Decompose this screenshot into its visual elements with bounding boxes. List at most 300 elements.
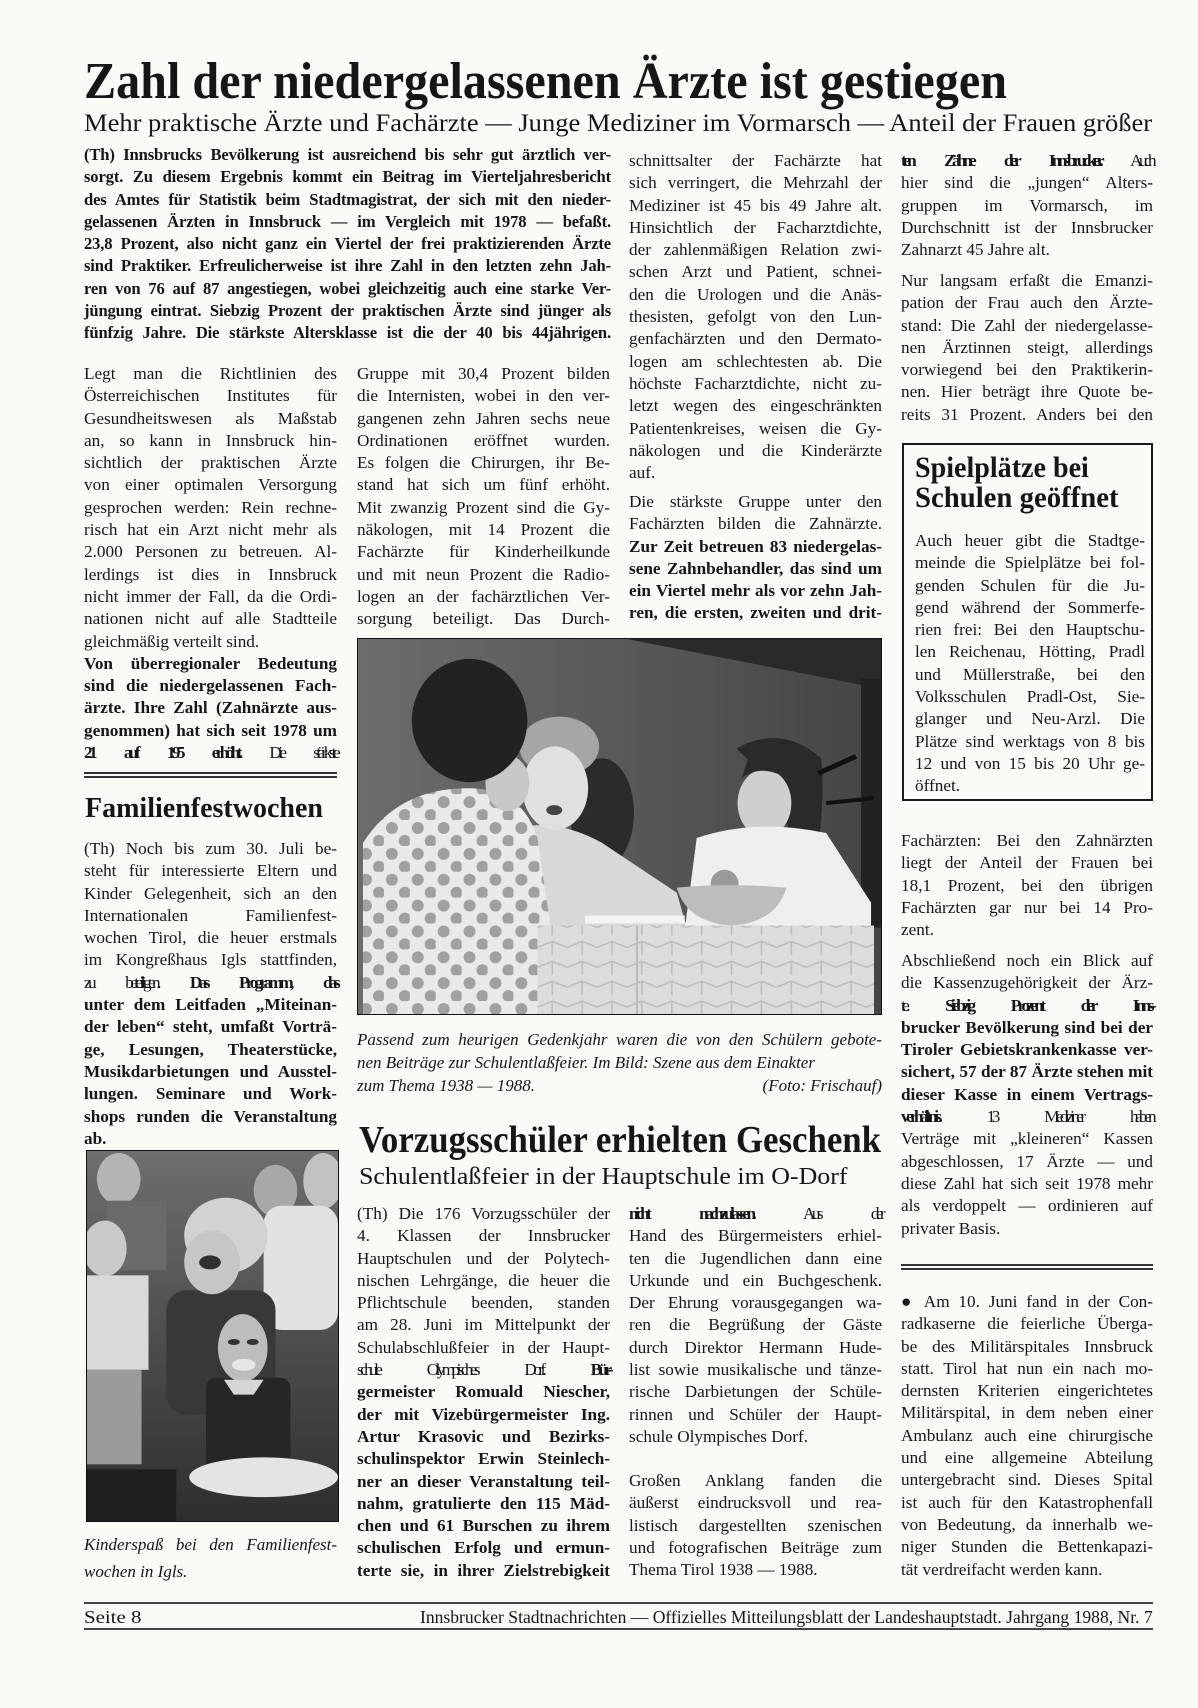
- line-text: [84, 167, 611, 186]
- text-run: meinde die Spielplätze bei fol-: [915, 553, 1145, 573]
- text-line: [901, 1425, 1153, 1447]
- text-line: [629, 1515, 882, 1537]
- text-run: pation der Frau auch den Ärzte-: [901, 293, 1153, 313]
- text-line: [84, 608, 337, 630]
- text-run: Fachärzten gar nur bei 14 Pro-: [901, 897, 1153, 917]
- text-line: [901, 1336, 1153, 1358]
- text-line: [357, 608, 610, 630]
- line-text: [84, 498, 337, 517]
- text-run: genden Schulen für die Ju-: [915, 575, 1145, 595]
- line-text: [357, 1382, 610, 1401]
- text-line: [357, 564, 610, 586]
- text-run: (Th) Noch bis zum 30. Juli be-: [84, 839, 337, 858]
- line-text: [84, 145, 611, 164]
- bold-run: 21 auf 195 erhöht.: [84, 743, 240, 763]
- text-line: [357, 1203, 610, 1225]
- paragraph: [629, 1470, 882, 1581]
- box-title-line-1: Spielplätze bei: [915, 451, 1089, 484]
- text-run: Hinsichtlich der Facharztdichte,: [629, 217, 882, 237]
- text-run: statt. Tirol hat nun ein nach mo-: [901, 1358, 1153, 1378]
- text-run: schnittsalter der Fachärzte hat: [629, 151, 882, 170]
- line-text: [84, 973, 337, 992]
- text-run: stand: Die Zahl der niedergelasse-: [901, 315, 1153, 335]
- line-text: [915, 732, 1145, 751]
- text-line: [629, 491, 882, 513]
- headline-subtitle-box: [84, 111, 1152, 136]
- line-text: [901, 898, 1153, 917]
- text-run: Die stärkste Gruppe unter den: [629, 491, 882, 511]
- text-line: [629, 1492, 882, 1514]
- text-run: schule Olympisches Dorf.: [357, 1360, 591, 1380]
- text-line: [629, 440, 882, 462]
- text-line: [915, 575, 1145, 597]
- line-text: [901, 1107, 1153, 1126]
- bold-run: gelassenen Ärzten in Innsbruck — im Vergleich mit 1978 — befaßt.: [84, 211, 611, 231]
- line-text: [901, 1062, 1153, 1081]
- line-text: [84, 1535, 337, 1554]
- line-text: [84, 654, 337, 673]
- text-run: Militärspital, in dem neben einer: [901, 1403, 1153, 1423]
- text-run: Thema Tirol 1938 — 1988.: [629, 1560, 818, 1580]
- line-text: [629, 1271, 882, 1290]
- line-text: [84, 386, 337, 405]
- photo-school-play-image: [358, 639, 881, 1014]
- line-text: [84, 364, 337, 383]
- line-text: [629, 1493, 882, 1512]
- bold-run: verhältnis.: [901, 1107, 940, 1127]
- line-text: [357, 1360, 610, 1379]
- text-line: [84, 1106, 337, 1128]
- line-text: [901, 338, 1153, 357]
- line-text: [629, 1538, 882, 1557]
- bold-run: nicht nachzulassen.: [629, 1204, 754, 1223]
- text-line: [901, 950, 1153, 972]
- text-line: [629, 602, 882, 624]
- text-line: [84, 144, 611, 166]
- line-text: [901, 1337, 1153, 1356]
- line-text: [901, 1314, 1153, 1333]
- text-run: am 28. Juni im Mittelpunkt der: [357, 1315, 610, 1335]
- line-text: [629, 537, 882, 556]
- text-run: schule Olympisches Dorf.: [629, 1426, 809, 1446]
- text-run: Gesundheitswesen als Maßstab: [84, 408, 337, 428]
- bold-run: sorgt. Zu diesem Ergebnis kommt ein Beitrag im Vierteljahresbericht: [84, 167, 611, 187]
- text-run: Ambulanz auch eine chirurgische: [901, 1425, 1153, 1445]
- line-text: [84, 323, 611, 342]
- bold-run: Musikdarbietungen und Ausstel-: [84, 1061, 337, 1081]
- text-run: sich verringert, die Mehrzahl der: [629, 173, 882, 193]
- bold-run: Tiroler Gebietskrankenkasse ver-: [901, 1040, 1153, 1060]
- bold-run: sene Zahnbehandler, das sind um: [629, 558, 882, 578]
- text-line: [901, 830, 1153, 852]
- text-line: [357, 1337, 610, 1359]
- line-text: [901, 1515, 1153, 1534]
- text-line: [901, 292, 1153, 314]
- line-text: [357, 587, 610, 606]
- text-line: [901, 1358, 1153, 1380]
- bold-run: germeister Romuald Niescher,: [357, 1382, 610, 1402]
- text-line: [629, 536, 882, 558]
- text-line: [901, 217, 1153, 239]
- line-text: [915, 642, 1145, 661]
- line-text: [629, 1405, 882, 1424]
- bold-run: ren von 76 auf 87 angestiegen, wobei gleichzeitig auch eine starke Ver-: [84, 278, 611, 298]
- text-line: [915, 686, 1145, 708]
- line-text: [915, 709, 1145, 728]
- line-text: [915, 776, 960, 795]
- text-line: [901, 1380, 1153, 1402]
- photo-kids-caption: [84, 1532, 337, 1585]
- bold-run: shops runden die Veranstaltung: [84, 1106, 337, 1126]
- text-line: [901, 1313, 1153, 1335]
- text-line: [629, 172, 882, 194]
- line-text: [357, 386, 610, 405]
- text-run: listisch dargestellten szenischen: [629, 1515, 882, 1535]
- footer-rule-bottom: [84, 1628, 1153, 1630]
- line-text: [84, 906, 337, 925]
- bold-run: sind die niedergelassenen Fach-: [84, 676, 337, 696]
- text-run: die Internisten, wobei in den ver-: [357, 386, 610, 406]
- text-run: nationen nicht auf alle Stadtteile: [84, 609, 337, 629]
- line-text: [629, 1427, 808, 1446]
- line-text: [901, 876, 1153, 895]
- text-run: Aus der: [753, 1204, 882, 1223]
- line-text: [84, 542, 337, 561]
- text-run: logen an der fachärztlichen Ver-: [357, 586, 610, 606]
- text-run: gruppen im Vormarsch, im: [901, 195, 1153, 215]
- text-line: [901, 195, 1153, 217]
- line-text: [915, 531, 1145, 550]
- text-run: Durchschnitt ist der Innsbrucker: [901, 217, 1153, 237]
- text-line: [84, 385, 337, 407]
- bold-run: Das Programm, das: [189, 972, 337, 992]
- line-text: [629, 1338, 882, 1357]
- text-line: [629, 462, 882, 484]
- text-run: den die Urologen und die Anäs-: [629, 284, 882, 304]
- text-line: [629, 1248, 882, 1270]
- text-run: Zahnarzt 45 Jahre alt.: [901, 240, 1050, 260]
- line-text: [84, 475, 337, 494]
- text-line: [901, 270, 1153, 292]
- text-line: [84, 994, 337, 1016]
- text-run: ● Am 10. Juni fand in der Con-: [901, 1292, 1153, 1311]
- box-body: [915, 530, 1145, 798]
- line-text: [357, 409, 610, 428]
- text-run: Schulabschlußfeier in der Haupt-: [357, 1337, 610, 1357]
- bold-run: schulinspektor Erwin Steinlech-: [357, 1449, 610, 1469]
- text-run: gesprochen werden: Rein rechne-: [84, 497, 337, 517]
- line-text: [84, 409, 337, 428]
- text-run: näkologen und die Kinderärzte: [629, 440, 882, 460]
- line-text: [357, 1516, 610, 1535]
- line-text: [84, 928, 337, 947]
- text-line: [901, 1195, 1153, 1217]
- text-line: [915, 775, 1145, 797]
- bold-run: sind Praktiker. Erfreulicherweise ist ihre Zahl in den letzten zehn Jah-: [84, 256, 611, 276]
- text-line: [901, 1106, 1153, 1128]
- bold-run: ärzte. Ihre Zahl (Zahnärzte aus-: [84, 698, 337, 718]
- line-text: [629, 514, 882, 533]
- text-line: [629, 1314, 882, 1336]
- line-text: [915, 620, 1145, 639]
- line-text: [901, 831, 1153, 850]
- text-run: nen. Hier beträgt ihre Quote be-: [901, 382, 1153, 402]
- text-line: [84, 697, 337, 719]
- text-run: sichtlich der praktischen Ärzte: [84, 453, 337, 473]
- text-line: [84, 541, 337, 563]
- text-run: Verträge mit „kleineren“ Kassen: [901, 1129, 1153, 1149]
- line-text: [84, 1017, 337, 1036]
- text-line: [901, 1291, 1153, 1313]
- bold-run: chen und 61 Burschen zu ihrem: [357, 1516, 610, 1536]
- line-text: [84, 1107, 337, 1126]
- text-run: nen Beiträge zur Schulentlaßfeier. Im Bild: Szene aus dem Einakter: [357, 1053, 815, 1072]
- text-line: [357, 1314, 610, 1336]
- line-text: [629, 329, 882, 348]
- bold-run: Siebzig Prozent der Inns-: [945, 995, 1153, 1015]
- text-line: [901, 852, 1153, 874]
- text-run: rische Darbietungen der Schüle-: [629, 1382, 882, 1402]
- line-text: [901, 1381, 1153, 1400]
- text-line: [629, 373, 882, 395]
- text-line: [901, 1469, 1153, 1491]
- line-text: [901, 1040, 1153, 1059]
- footer-publication: Innsbrucker Stadtnachrichten — Offizielles Mitteilungsblatt der Landeshauptstadt. Jahrgang 1988, Nr. 7: [420, 1607, 1153, 1627]
- line-text: [84, 301, 611, 320]
- line-text: [901, 316, 1153, 335]
- bold-run: lungen. Seminare und Work-: [84, 1084, 337, 1104]
- text-line: [629, 1537, 882, 1559]
- text-run: tät verdreifacht werden kann.: [901, 1559, 1103, 1579]
- text-line: [357, 1448, 610, 1470]
- line-text: [629, 1360, 882, 1379]
- line-text: [629, 1293, 882, 1312]
- text-run: Plätze sind werktags von 8 bis: [915, 731, 1145, 751]
- box-title-line-2: Schulen geöffnet: [915, 481, 1119, 514]
- line-text: [915, 665, 1145, 684]
- bold-run: schulischen Erfolg und ermun-: [357, 1538, 610, 1558]
- text-run: Ordinationen eröffnet wurden.: [357, 430, 610, 450]
- text-run: Passend zum heurigen Gedenkjahr waren die von den Schülern gebote-: [357, 1030, 882, 1049]
- text-run: (Th) Die 176 Vorzugsschüler der: [357, 1204, 610, 1223]
- text-line: [357, 1292, 610, 1314]
- text-line: [901, 315, 1153, 337]
- line-text: [901, 1174, 1153, 1193]
- text-run: öffnet.: [915, 776, 961, 796]
- line-text: [901, 1152, 1153, 1171]
- text-line: [357, 497, 610, 519]
- line-text: [629, 1226, 882, 1245]
- text-run: rinnen und Schüler der Haupt-: [629, 1404, 882, 1424]
- text-line: [84, 1128, 337, 1150]
- text-run: und fotografischen Beiträge zum: [629, 1537, 882, 1557]
- line-text: [84, 1062, 337, 1081]
- line-text: [901, 996, 1153, 1015]
- text-run: sorgung beteiligt. Das Durch-: [357, 609, 610, 629]
- vorzug-subtitle-box: [359, 1165, 848, 1189]
- text-line: [84, 1559, 337, 1586]
- line-text: [84, 234, 611, 253]
- text-line: [84, 883, 337, 905]
- line-text: [901, 1018, 1153, 1037]
- line-text: [357, 1053, 815, 1072]
- footer-page-number: Seite 8: [84, 1607, 142, 1627]
- bold-run: nahm, gratulierte den 115 Mäd-: [357, 1493, 610, 1513]
- line-text: [629, 352, 882, 371]
- text-line: [629, 513, 882, 535]
- line-text: [357, 1472, 610, 1491]
- text-line: [915, 530, 1145, 552]
- line-text: [84, 1040, 337, 1059]
- line-text: [629, 218, 882, 237]
- paragraph: [901, 830, 1153, 941]
- article-column-4-top: [901, 150, 1153, 426]
- text-line: [629, 1359, 882, 1381]
- text-line: [84, 211, 611, 233]
- line-text: [357, 609, 610, 628]
- line-text: [84, 721, 337, 740]
- headline-title: Zahl der niedergelassenen Ärzte ist gestiegen: [84, 53, 1007, 110]
- text-line: [357, 1471, 610, 1493]
- text-line: [901, 1151, 1153, 1173]
- bold-run: Bür-: [590, 1360, 610, 1380]
- text-run: radkaserne die feierliche Überga-: [901, 1314, 1153, 1334]
- text-run: hier sind die „jungen“ Alters-: [901, 173, 1153, 193]
- text-line: [629, 150, 882, 172]
- text-run: 4. Klassen der Innsbrucker: [357, 1226, 610, 1246]
- text-line: [357, 541, 610, 563]
- text-run: Fachärzte für Kinderheilkunde: [357, 542, 610, 562]
- text-run: schen Arzt und Patient, schnei-: [629, 262, 882, 282]
- text-run: privater Basis.: [901, 1218, 1001, 1238]
- text-run: wochen Tirol, die heuer erstmals: [84, 928, 337, 948]
- familien-heading-box: [85, 795, 323, 823]
- article-lead: [84, 144, 611, 345]
- text-run: von Bedeutung, da innerhalb we-: [901, 1514, 1153, 1534]
- text-line: [629, 1225, 882, 1247]
- text-line: [84, 742, 337, 764]
- line-text: [357, 1405, 610, 1424]
- text-line: [629, 195, 882, 217]
- footer-rule-top: [84, 1602, 1153, 1604]
- text-line: [84, 653, 337, 675]
- text-run: Großen Anklang fanden die: [629, 1470, 882, 1490]
- bold-run: Artur Krasovic und Bezirks-: [357, 1426, 610, 1446]
- text-run: als verdoppelt — ordinieren auf: [901, 1196, 1153, 1216]
- line-text: [901, 1426, 1153, 1445]
- line-text: [629, 307, 882, 326]
- text-line: [84, 255, 611, 277]
- line-text: [357, 1315, 610, 1334]
- text-line: [901, 1559, 1153, 1581]
- text-line: [901, 337, 1153, 359]
- line-text: [901, 1129, 1153, 1148]
- text-run: Legt man die Richtlinien des: [84, 364, 337, 383]
- text-line: [629, 580, 882, 602]
- line-text: [629, 581, 882, 600]
- line-text: [629, 1560, 818, 1579]
- line-text: [901, 271, 1153, 290]
- text-run: nischen Lehrgänge, die heuer die: [357, 1270, 610, 1290]
- article-column-4-bottom: [901, 830, 1153, 1240]
- text-line: [629, 284, 882, 306]
- text-line: [84, 233, 611, 255]
- text-line: [901, 1514, 1153, 1536]
- line-text: [629, 1249, 882, 1268]
- text-line: [629, 395, 882, 417]
- section-divider: [84, 772, 337, 778]
- text-line: [915, 641, 1145, 663]
- familien-body: [84, 838, 337, 1150]
- line-text: [901, 1493, 1153, 1512]
- text-line: [901, 172, 1153, 194]
- text-line: [915, 731, 1145, 753]
- text-run: im Kongreßhaus Igls stattfinden,: [84, 950, 337, 970]
- text-run: auf.: [629, 463, 656, 483]
- text-line: [84, 1016, 337, 1038]
- text-run: dernsten Kriterien eingerichtetes: [901, 1381, 1153, 1401]
- line-text: [901, 240, 1050, 259]
- line-text: [915, 754, 1145, 773]
- text-line: [915, 664, 1145, 686]
- text-line: [901, 1492, 1153, 1514]
- text-run: letzt wegen des eingeschränkten: [629, 396, 882, 416]
- text-run: 18,1 Prozent, bei den übrigen: [901, 875, 1153, 895]
- text-run: reits 31 Prozent. Anders bei den: [901, 404, 1153, 424]
- paragraph: [84, 838, 337, 1150]
- text-line: [629, 328, 882, 350]
- line-text: [901, 293, 1153, 312]
- text-line: [84, 1083, 337, 1105]
- text-line: [357, 1381, 610, 1403]
- text-run: gleichmäßig verteilt sind.: [84, 631, 260, 651]
- text-line: [84, 972, 337, 994]
- headline-subtitle: Mehr praktische Ärzte und Fachärzte — Junge Mediziner im Vormarsch — Anteil der Frauen größer: [84, 110, 1153, 137]
- bold-run: 23,8 Prozent, also nicht ganz ein Viertel der frei praktizierenden Ärzte: [84, 234, 611, 254]
- text-run: untergebracht sind. Dieses Spital: [901, 1470, 1153, 1490]
- text-run: len Reichenau, Hötting, Pradl: [915, 642, 1145, 662]
- paragraph: [901, 270, 1153, 426]
- vorzug-heading: Vorzugsschüler erhielten Geschenk: [359, 1119, 881, 1161]
- text-run: abgeschlossen, 17 Ärzte — und: [901, 1151, 1153, 1171]
- text-run: Patientenkreises, weisen die Gy-: [629, 418, 882, 438]
- line-text: [901, 218, 1153, 237]
- line-text: [629, 441, 882, 460]
- text-run: wochen in Igls.: [84, 1561, 188, 1581]
- line-text: [901, 405, 1153, 424]
- text-line: [629, 1337, 882, 1359]
- line-text: [357, 1449, 610, 1468]
- text-line: [629, 1270, 882, 1292]
- text-line: [629, 239, 882, 261]
- text-line: [84, 631, 337, 653]
- box-title-line-2-box: [915, 483, 1119, 513]
- text-line: [84, 430, 337, 452]
- text-line: [915, 619, 1145, 641]
- text-run: list sowie musikalische und tänze-: [629, 1360, 882, 1380]
- text-run: Österreichischen Institutes für: [84, 386, 337, 406]
- text-line: [901, 1536, 1153, 1558]
- line-text: [84, 190, 611, 209]
- line-text: [357, 1427, 610, 1446]
- line-text: [357, 542, 610, 561]
- line-text: [84, 950, 337, 969]
- line-text: [84, 212, 611, 231]
- bold-run: ten Zähne der Innsbrucker.: [901, 151, 1101, 170]
- photo-credit: (Foto: Frischauf): [762, 1076, 882, 1095]
- line-text: [901, 1537, 1153, 1556]
- text-line: [629, 1559, 882, 1581]
